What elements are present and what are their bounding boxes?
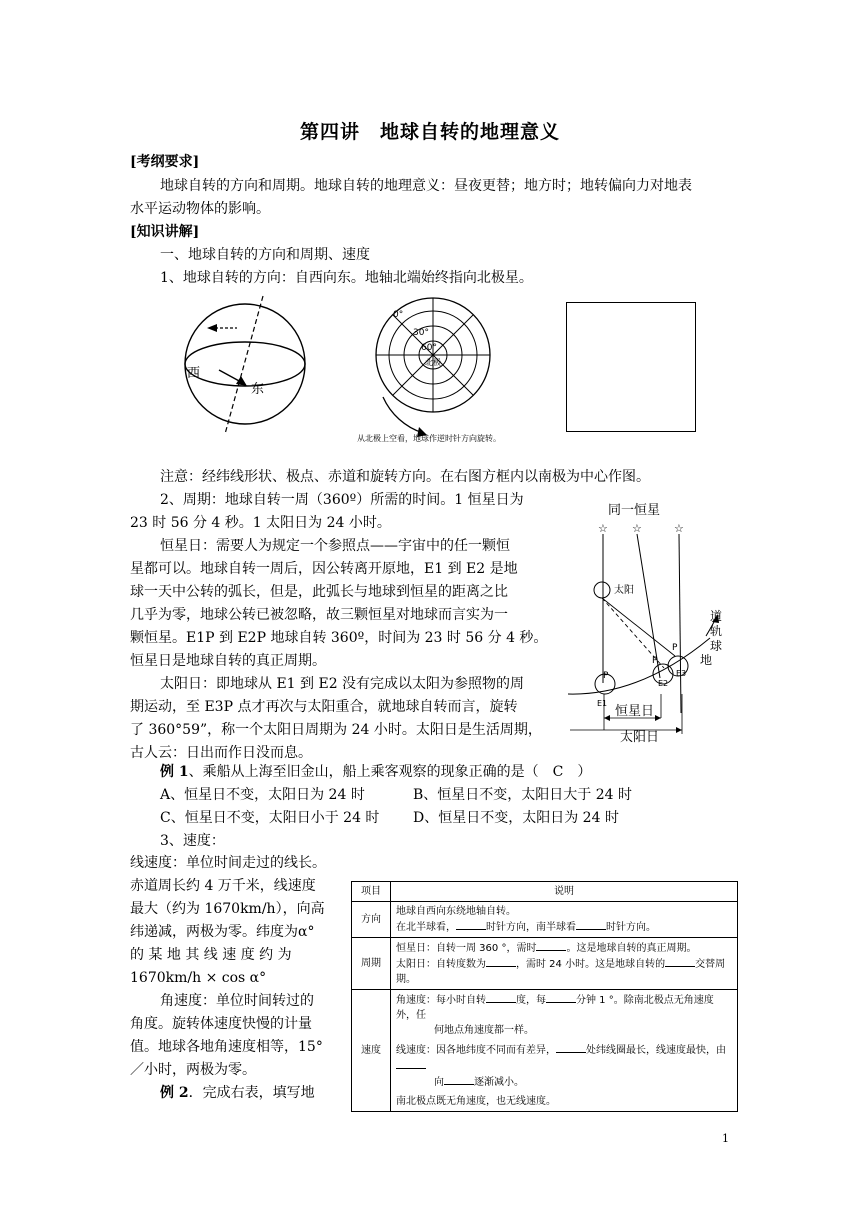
e2-label: E2	[658, 679, 669, 688]
west-label: 西	[187, 366, 201, 381]
req-heading: [考纲要求]	[130, 154, 200, 170]
e1-label: E1	[597, 699, 608, 708]
req-line2: 水平运动物体的影响。	[130, 201, 270, 217]
rotation-table	[351, 881, 738, 1112]
option-c: C、恒星日不变，太阳日小于 24 时	[160, 810, 380, 826]
req-line1: 地球自转的方向和周期。地球自转的地理意义：昼夜更替；地方时；地转偏向力对地表	[160, 178, 692, 194]
speed-heading: 3、速度：	[160, 833, 225, 849]
example2-label: 例 2	[160, 1085, 189, 1101]
e3-label: E3	[676, 669, 687, 678]
sidereal-solar-day-figure	[560, 498, 735, 743]
table-cell	[391, 902, 738, 938]
table-cell	[391, 990, 738, 1112]
example1-text: 、乘船从上海至旧金山，船上乘客观察的现象正确的是（ C ）	[188, 764, 592, 780]
orbit-label-char: 道	[710, 609, 723, 623]
item1: 一、地球自转的方向和周期、速度	[160, 247, 370, 263]
period-line: 2、周期：地球自转一周（360º）所需的时间。1 恒星日为	[160, 492, 524, 508]
example1-question	[160, 762, 591, 782]
page-number: 1	[722, 1132, 729, 1145]
cell-line: 恒星日：自转一周 360 °，需时 。这是地球自转的真正周期。	[396, 940, 732, 956]
period-line: 太阳日：即地球从 E1 到 E2 没有完成以太阳为参照物的周	[160, 676, 525, 692]
east-label: 东	[251, 382, 265, 397]
deg60-label: 60°	[421, 343, 437, 353]
table-header: 项目	[352, 882, 391, 902]
example1-label: 例 1	[160, 764, 189, 780]
fill-blank[interactable]	[486, 956, 516, 967]
polar-caption: 从北极上空看，地球作逆时针方向旋转。	[357, 434, 501, 443]
option-d: D、恒星日不变，太阳日为 24 时	[413, 810, 619, 826]
row-name: 速度	[352, 990, 391, 1112]
fill-blank[interactable]	[456, 919, 486, 930]
speed-line: 最大（约为 1670km/h），向高	[130, 901, 325, 917]
period-line: 恒星日是地球自转的真正周期。	[130, 653, 326, 669]
period-line: 了 360°59”，称一个太阳日周期为 24 小时。太阳日是生活周期，	[130, 722, 542, 738]
page-title: 第四讲 地球自转的地理意义	[299, 121, 560, 143]
fill-blank[interactable]	[486, 992, 516, 1003]
globe-figure	[175, 292, 315, 442]
sun-label: 太阳	[614, 585, 634, 596]
example2-text	[160, 1083, 315, 1103]
item1-1: 1、地球自转的方向：自西向东。地轴北端始终指向北极星。	[160, 270, 533, 286]
fill-blank[interactable]	[576, 919, 606, 930]
polar-view-figure	[355, 297, 545, 445]
p-label: P	[652, 656, 658, 666]
table-row	[352, 990, 738, 1112]
speed-line: 线速度：单位时间走过的线长。	[130, 855, 326, 871]
option-a: A、恒星日不变，太阳日为 24 时	[160, 787, 365, 803]
cell-line: 南北极点既无角速度，也无线速度。	[396, 1096, 556, 1107]
cell-line: 线速度：因各地纬度不同而有差异， 处纬线圈最长，线速度最快，由	[396, 1042, 732, 1074]
speed-line: 角速度：单位时间转过的	[160, 993, 314, 1009]
fill-blank[interactable]	[536, 940, 566, 951]
p-label: P	[672, 643, 678, 653]
table-row	[352, 938, 738, 990]
know-heading: [知识讲解]	[130, 224, 200, 240]
fill-blank[interactable]	[396, 1058, 426, 1069]
north-pole-label: 北极	[425, 358, 441, 367]
speed-line: 纬递减，两极为零。纬度为α°	[130, 924, 315, 940]
speed-line: 的 某 地 其 线 速 度 约 为	[130, 947, 292, 963]
same-star-label: 同一恒星	[608, 503, 661, 518]
cell-line: 太阳日：自转度数为 ，需时 24 小时。这是地球自转的 交替周期。	[396, 956, 732, 987]
period-line: 星都可以。地球自转一周后，因公转离开原地，E1 到 E2 是地	[130, 561, 518, 577]
option-b: B、恒星日不变，太阳日大于 24 时	[413, 787, 633, 803]
table-header: 说明	[391, 882, 738, 902]
fill-blank[interactable]	[665, 956, 695, 967]
cell-line: 角速度：每小时自转 度，每 分钟 1 °。除南北极点无角速度外，任	[396, 992, 732, 1023]
deg0-label: 0°	[393, 310, 404, 320]
period-line: 恒星日：需要人为规定一个参照点——宇宙中的任一颗恒	[160, 538, 510, 554]
speed-line: 值。地球各地角速度相等，15°	[130, 1039, 323, 1055]
star-icon: ☆	[674, 522, 684, 535]
period-line: 期运动，至 E3P 点才再次与太阳重合，就地球自转而言，旋转	[130, 699, 518, 715]
p-label: P	[603, 671, 609, 681]
table-cell	[391, 938, 738, 990]
table-row	[352, 882, 738, 902]
solar-day-label: 太阳日	[620, 730, 660, 743]
cell-line: 何地点角速度都一样。	[434, 1025, 534, 1036]
drawing-box	[566, 302, 696, 432]
row-name: 周期	[352, 938, 391, 990]
period-line: 颗恒星。E1P 到 E2P 地球自转 360º，时间为 23 时 56 分 4 秒。	[130, 630, 548, 646]
deg30-label: 30°	[413, 328, 429, 338]
orbit-label-char: 球	[710, 639, 723, 653]
speed-line: 角度。旋转体速度快慢的计量	[130, 1016, 312, 1032]
star-icon: ☆	[598, 522, 608, 535]
period-line: 古人云：日出而作日没而息。	[130, 745, 312, 761]
fill-blank[interactable]	[546, 992, 576, 1003]
speed-line: 1670km/h × cos α°	[130, 970, 267, 986]
speed-line: ／小时，两极为零。	[130, 1062, 256, 1078]
period-line: 球一天中公转的弧长，但是，此弧长与地球到恒星的距离之比	[130, 584, 508, 600]
period-line: 几乎为零，地球公转已被忽略，故三颗恒星对地球而言实为一	[130, 607, 508, 623]
cell-line: 在北半球看， 时针方向，南半球看 时针方向。	[396, 919, 732, 935]
note-text: 注意：经纬线形状、极点、赤道和旋转方向。在右图方框内以南极为中心作图。	[160, 469, 650, 485]
star-icon: ☆	[632, 522, 642, 535]
table-row	[352, 902, 738, 938]
example2-body: ．完成右表，填写地	[188, 1085, 315, 1101]
cell-line: 地球自西向东绕地轴自转。	[396, 906, 516, 917]
fill-blank[interactable]	[444, 1074, 474, 1085]
orbit-label-char: 地	[700, 653, 713, 667]
cell-line: 向 逐渐减小。	[396, 1074, 732, 1090]
period-line: 23 时 56 分 4 秒。1 太阳日为 24 小时。	[130, 515, 391, 531]
orbit-label-char: 轨	[710, 624, 723, 638]
sidereal-day-label: 恒星日	[615, 704, 655, 719]
speed-line: 赤道周长约 4 万千米，线速度	[130, 878, 316, 894]
row-name: 方向	[352, 902, 391, 938]
fill-blank[interactable]	[556, 1042, 586, 1053]
